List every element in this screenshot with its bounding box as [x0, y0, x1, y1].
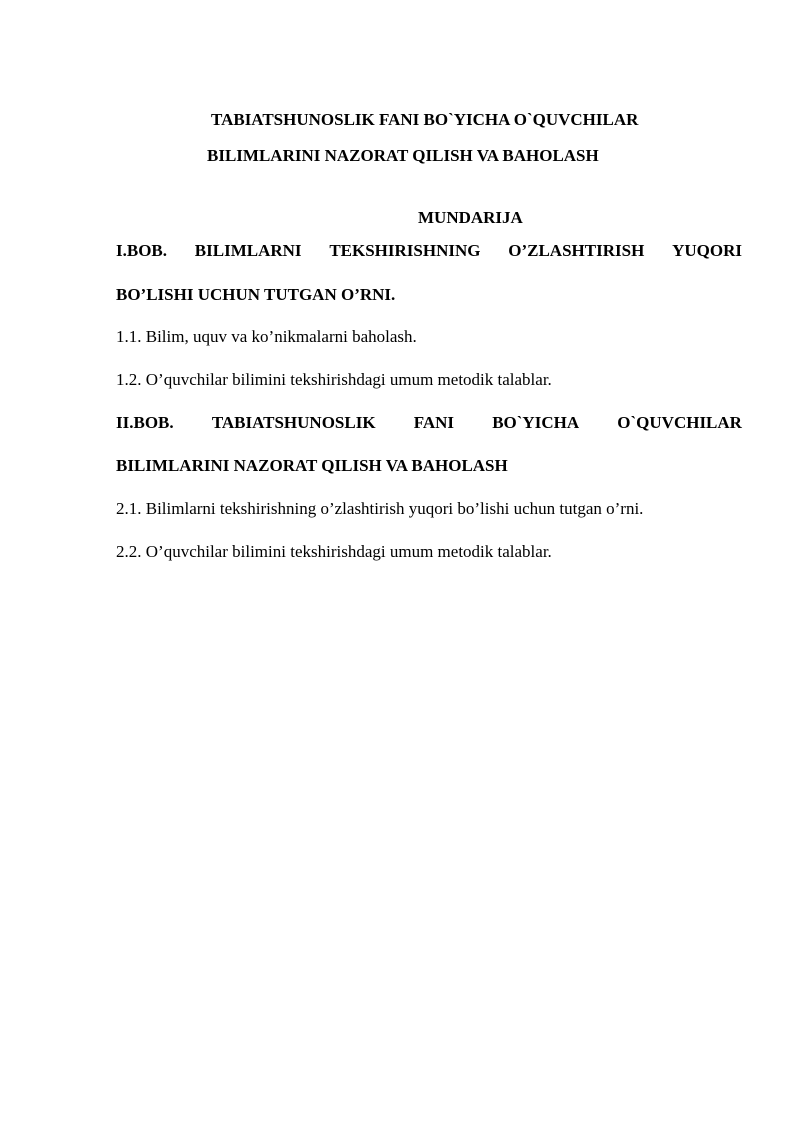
toc-item-1-2: 1.2. O’quvchilar bilimini tekshirishdagi umum metodik talablar. [116, 370, 552, 389]
toc-item-2-1: 2.1. Bilimlarni tekshirishning o’zlashtirish yuqori bo’lishi uchun tutgan o’rni. [116, 499, 644, 518]
toc-item-2-2: 2.2. O’quvchilar bilimini tekshirishdagi umum metodik talablar. [116, 542, 552, 561]
toc-chapter-1-word: O’ZLASHTIRISH [508, 241, 645, 260]
toc-chapter-2-word: FANI [413, 413, 455, 432]
document-title-line-2: BILIMLARINI NAZORAT QILISH VA BAHOLASH [207, 146, 599, 165]
toc-heading: MUNDARIJA [418, 208, 523, 227]
toc-chapter-1-word: BILIMLARNI [194, 241, 302, 260]
toc-chapter-2-word: TABIATSHUNOSLIK [211, 413, 376, 432]
toc-chapter-2-word: II.BOB. [116, 413, 174, 432]
toc-chapter-1-line-1 [116, 241, 742, 261]
toc-chapter-1-word: TEKSHIRISHNING [329, 241, 481, 260]
toc-chapter-2-line-2: BILIMLARINI NAZORAT QILISH VA BAHOLASH [116, 456, 508, 475]
toc-chapter-1-word: YUQORI [672, 241, 742, 260]
toc-chapter-1-line-2: BO’LISHI UCHUN TUTGAN O’RNI. [116, 285, 396, 304]
document-title-line-1: TABIATSHUNOSLIK FANI BO`YICHA O`QUVCHILAR [211, 110, 639, 129]
toc-item-1-1: 1.1. Bilim, uquv va ko’nikmalarni baholash. [116, 327, 417, 346]
toc-chapter-2-word: O`QUVCHILAR [617, 413, 742, 432]
toc-chapter-2-line-1 [116, 413, 742, 433]
toc-chapter-2-word: BO`YICHA [492, 413, 580, 432]
toc-chapter-1-word: I.BOB. [116, 241, 168, 260]
